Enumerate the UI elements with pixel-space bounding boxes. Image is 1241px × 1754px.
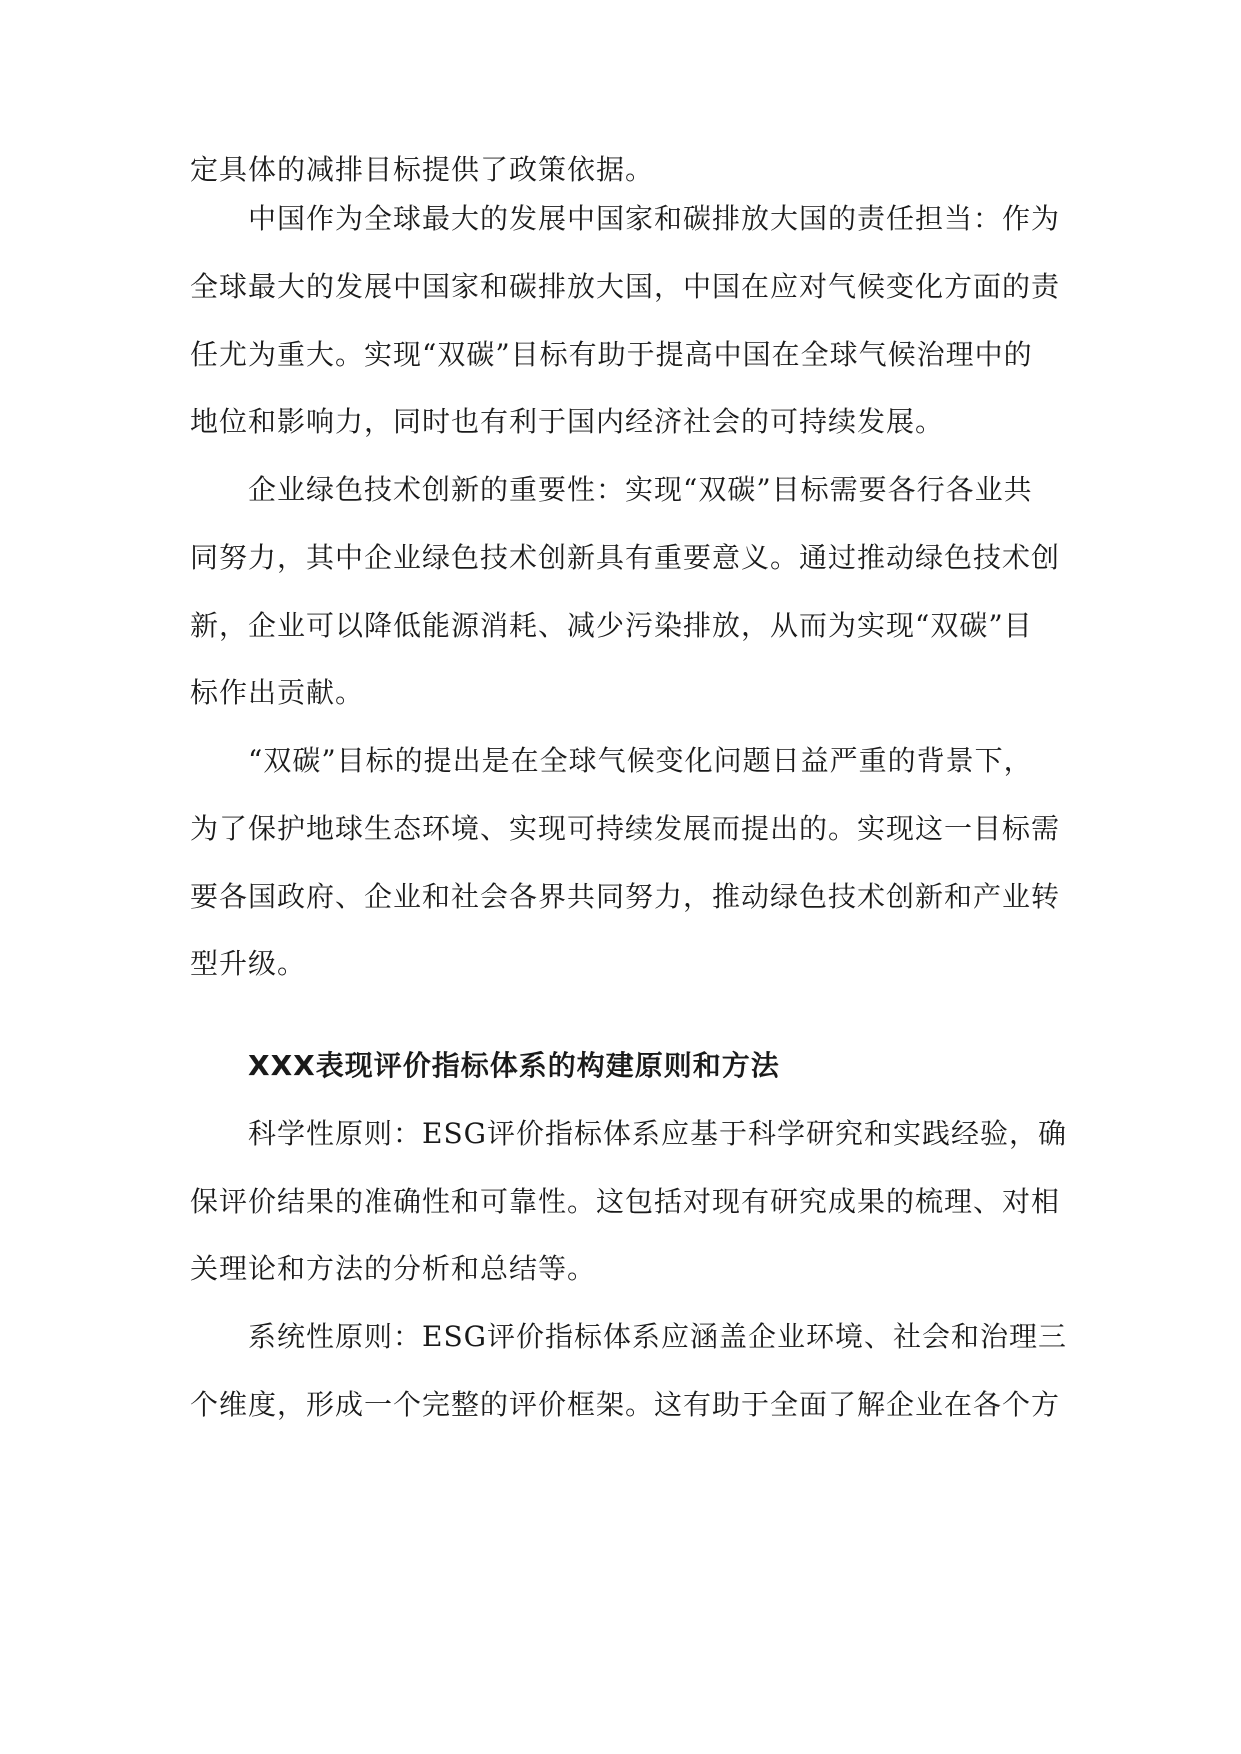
paragraph-line: 任尤为重大。实现“双碳”目标有助于提高中国在全球气候治理中的 [190,338,1033,371]
paragraph-line: 新，企业可以降低能源消耗、减少污染排放，从而为实现“双碳”目 [190,609,1033,642]
paragraph-line: 为了保护地球生态环境、实现可持续发展而提出的。实现这一目标需 [190,812,1061,845]
paragraph-line: 系统性原则：ESG评价指标体系应涵盖企业环境、社会和治理三 [248,1320,1067,1353]
paragraph-line: 企业绿色技术创新的重要性：实现“双碳”目标需要各行各业共 [248,473,1033,506]
paragraph-line: 地位和影响力，同时也有利于国内经济社会的可持续发展。 [190,405,945,438]
paragraph-line: 标作出贡献。 [190,676,365,709]
paragraph-line: 全球最大的发展中国家和碳排放大国，中国在应对气候变化方面的责 [190,270,1061,303]
paragraph-line: 要各国政府、企业和社会各界共同努力，推动绿色技术创新和产业转 [190,880,1061,913]
paragraph-line: 关理论和方法的分析和总结等。 [190,1252,597,1285]
section-heading: XXX表现评价指标体系的构建原则和方法 [248,1049,780,1082]
paragraph-line: 定具体的减排目标提供了政策依据。 [190,153,655,186]
paragraph-line: 个维度，形成一个完整的评价框架。这有助于全面了解企业在各个方 [190,1388,1061,1421]
paragraph-line: “双碳”目标的提出是在全球气候变化问题日益严重的背景下， [248,744,1033,777]
paragraph-line: 科学性原则：ESG评价指标体系应基于科学研究和实践经验，确 [248,1117,1067,1150]
paragraph-line: 型升级。 [190,947,307,980]
paragraph-line: 同努力，其中企业绿色技术创新具有重要意义。通过推动绿色技术创 [190,541,1061,574]
paragraph-line: 保评价结果的准确性和可靠性。这包括对现有研究成果的梳理、对相 [190,1185,1061,1218]
paragraph-line: 中国作为全球最大的发展中国家和碳排放大国的责任担当：作为 [248,202,1061,235]
